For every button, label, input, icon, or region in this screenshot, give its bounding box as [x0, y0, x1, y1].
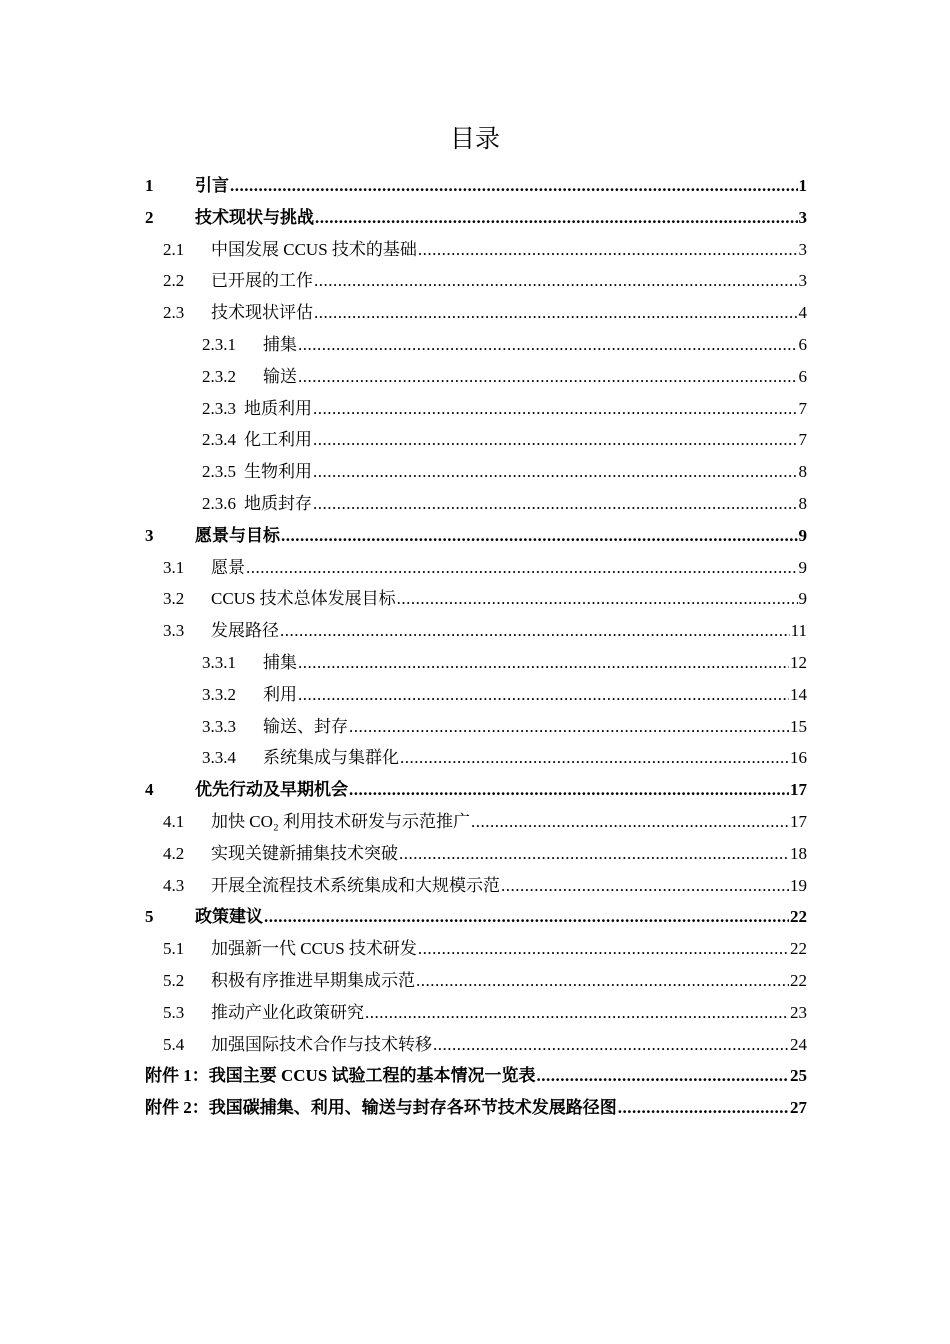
toc-entry-number: 4.3: [163, 875, 185, 895]
toc-entry-number: 5.3: [163, 1002, 185, 1022]
toc-entry-page: 25: [790, 1066, 807, 1086]
toc-entry-number: 3.3.4: [202, 748, 236, 768]
toc-entry-label: CCUS 技术总体发展目标: [211, 589, 396, 609]
toc-entry-label: 政策建议: [195, 907, 263, 927]
dot-leader: [264, 901, 789, 933]
toc-entry[interactable]: [145, 552, 807, 584]
toc-entry-label: 技术现状评估: [211, 303, 313, 323]
toc-entry[interactable]: [145, 838, 807, 870]
dot-leader: [298, 361, 798, 393]
toc-entry-page: 19: [790, 875, 807, 895]
toc-entry[interactable]: [145, 933, 807, 965]
toc-entry-page: 11: [790, 621, 807, 641]
toc-entry-label: 引言: [195, 176, 229, 195]
dot-leader: [471, 806, 789, 838]
toc-entry-number: 2.3.2: [202, 366, 236, 386]
toc-entry-number: 2.1: [163, 239, 185, 259]
toc-entry-number: 2.3.4: [202, 430, 236, 450]
toc-entry-label: 输送: [263, 366, 297, 386]
toc-entry-label: 附件 2：我国碳捕集、利用、输送与封存各环节技术发展路径图: [145, 1098, 617, 1118]
toc-entry[interactable]: [145, 583, 807, 615]
toc-entry-page: 3: [798, 207, 807, 227]
toc-entry-page: 16: [790, 748, 807, 768]
toc-entry-number: 3.3: [163, 621, 185, 641]
toc-entry[interactable]: [145, 170, 807, 202]
toc-entry-label: 愿景: [211, 557, 245, 577]
toc-entry-page: 9: [798, 589, 807, 609]
page-title: 目录: [449, 126, 500, 153]
dot-leader: [298, 647, 789, 679]
toc-entry-page: 9: [798, 525, 807, 545]
toc-entry-label: 实现关键新捕集技术突破: [211, 843, 398, 863]
toc-entry-page: 17: [790, 811, 807, 831]
toc-entry-page: 22: [790, 907, 807, 927]
toc-entry-label: 系统集成与集群化: [263, 748, 399, 768]
dot-leader: [397, 583, 798, 615]
toc-entry[interactable]: [145, 774, 807, 806]
toc-entry[interactable]: [145, 361, 807, 393]
toc-entry-page: 8: [798, 493, 807, 513]
toc-entry-page: 4: [798, 303, 807, 323]
toc-entry-page: 9: [798, 557, 807, 577]
toc-entry-page: 27: [790, 1098, 807, 1118]
toc-entry-page: 6: [798, 366, 807, 386]
dot-leader: [433, 1029, 789, 1061]
toc-entry-number: 2.3.3: [202, 398, 236, 418]
toc-entry[interactable]: [145, 965, 807, 997]
dot-leader: [618, 1092, 789, 1124]
toc-entry-label: 愿景与目标: [195, 525, 280, 545]
toc-entry-number: 3.3.2: [202, 684, 236, 704]
toc-entry[interactable]: [145, 1092, 807, 1124]
toc-entry-number: 2.3.1: [202, 334, 236, 354]
toc-entry-page: 12: [790, 652, 807, 672]
toc-entry-label: 加快 CO₂ 利用技术研发与示范推广: [211, 811, 471, 831]
toc-entry-label: 化工利用: [244, 430, 312, 450]
dot-leader: [314, 297, 798, 329]
dot-leader: [349, 774, 789, 806]
toc-entry-label: 地质封存: [244, 493, 312, 513]
toc-entry-page: 8: [798, 462, 807, 482]
toc-entry-page: 1: [798, 176, 807, 195]
dot-leader: [313, 393, 798, 425]
dot-leader: [418, 234, 798, 266]
dot-leader: [281, 520, 798, 552]
toc-entry-number: 2: [145, 207, 154, 227]
toc-entry-page: 22: [790, 939, 807, 959]
toc-entry-page: 22: [790, 970, 807, 990]
dot-leader: [315, 202, 798, 234]
toc-entry-label: 积极有序推进早期集成示范: [211, 970, 415, 990]
toc-entry[interactable]: [145, 424, 807, 456]
toc-entry-label: 技术现状与挑战: [195, 207, 314, 227]
dot-leader: [501, 870, 789, 902]
toc-entry[interactable]: [145, 806, 807, 838]
dot-leader: [400, 742, 789, 774]
dot-leader: [230, 170, 798, 202]
toc-entry-number: 4: [145, 780, 154, 800]
toc-entry-page: 7: [798, 430, 807, 450]
toc-entry-number: 4.1: [163, 811, 185, 831]
toc-entry-label: 发展路径: [211, 621, 279, 641]
toc-entry-number: 3.3.3: [202, 716, 236, 736]
toc-entry-label: 利用: [263, 684, 297, 704]
toc-entry-number: 3: [145, 525, 154, 545]
toc-entry-page: 3: [798, 239, 807, 259]
toc-entry-label: 优先行动及早期机会: [195, 780, 348, 800]
dot-leader: [416, 965, 789, 997]
toc-entry-number: 5.4: [163, 1034, 185, 1054]
toc-entry[interactable]: [145, 742, 807, 774]
toc-entry-label: 输送、封存: [263, 716, 348, 736]
toc-entry[interactable]: [145, 488, 807, 520]
dot-leader: [314, 265, 798, 297]
toc-entry-number: 5.2: [163, 970, 185, 990]
toc-entry-number: 4.2: [163, 843, 185, 863]
toc-entry-number: 1: [145, 176, 154, 195]
dot-leader: [298, 679, 789, 711]
table-of-contents: [145, 170, 807, 1124]
toc-entry-label: 加强国际技术合作与技术转移: [211, 1034, 432, 1054]
dot-leader: [537, 1060, 789, 1092]
toc-entry-page: 14: [790, 684, 807, 704]
toc-entry-number: 5.1: [163, 939, 185, 959]
toc-entry-label: 开展全流程技术系统集成和大规模示范: [211, 875, 500, 895]
toc-entry-page: 7: [798, 398, 807, 418]
toc-entry-label: 生物利用: [244, 462, 312, 482]
toc-entry-page: 24: [790, 1034, 807, 1054]
toc-entry-label: 附件 1：我国主要 CCUS 试验工程的基本情况一览表: [145, 1066, 536, 1086]
toc-entry-number: 2.2: [163, 271, 185, 291]
dot-leader: [365, 997, 789, 1029]
dot-leader: [313, 456, 798, 488]
toc-entry[interactable]: [145, 615, 807, 647]
toc-entry-page: 15: [790, 716, 807, 736]
toc-entry-label: 捕集: [263, 652, 297, 672]
toc-entry[interactable]: [145, 393, 807, 425]
toc-entry-number: 2.3.5: [202, 462, 236, 482]
toc-entry-label: 推动产业化政策研究: [211, 1002, 364, 1022]
dot-leader: [313, 488, 798, 520]
toc-entry-label: 捕集: [263, 334, 297, 354]
toc-entry[interactable]: [145, 202, 807, 234]
toc-entry[interactable]: [145, 520, 807, 552]
dot-leader: [349, 711, 789, 743]
dot-leader: [399, 838, 789, 870]
toc-entry-label: 加强新一代 CCUS 技术研发: [211, 939, 417, 959]
toc-entry[interactable]: [145, 647, 807, 679]
toc-entry-label: 中国发展 CCUS 技术的基础: [211, 239, 417, 259]
toc-entry-number: 5: [145, 907, 154, 927]
toc-entry-page: 17: [790, 780, 807, 800]
toc-entry[interactable]: [145, 711, 807, 743]
dot-leader: [313, 424, 798, 456]
dot-leader: [280, 615, 790, 647]
toc-entry-page: 3: [798, 271, 807, 291]
toc-entry[interactable]: [145, 997, 807, 1029]
toc-entry[interactable]: [145, 901, 807, 933]
toc-entry[interactable]: [145, 679, 807, 711]
toc-entry-label: 地质利用: [244, 398, 312, 418]
toc-entry[interactable]: [145, 1060, 807, 1092]
toc-entry-number: 3.3.1: [202, 652, 236, 672]
toc-entry-number: 3.2: [163, 589, 185, 609]
toc-entry-number: 2.3: [163, 303, 185, 323]
toc-entry[interactable]: [145, 234, 807, 266]
toc-entry-label: 已开展的工作: [211, 271, 313, 291]
toc-entry-page: 23: [790, 1002, 807, 1022]
toc-entry-page: 6: [798, 334, 807, 354]
dot-leader: [298, 329, 798, 361]
toc-entry[interactable]: [145, 297, 807, 329]
toc-entry[interactable]: [145, 329, 807, 361]
toc-entry[interactable]: [145, 870, 807, 902]
toc-entry-page: 18: [790, 843, 807, 863]
toc-entry-number: 2.3.6: [202, 493, 236, 513]
toc-entry[interactable]: [145, 265, 807, 297]
toc-entry[interactable]: [145, 1029, 807, 1061]
toc-entry-number: 3.1: [163, 557, 185, 577]
dot-leader: [418, 933, 789, 965]
dot-leader: [246, 552, 798, 584]
toc-entry[interactable]: [145, 456, 807, 488]
